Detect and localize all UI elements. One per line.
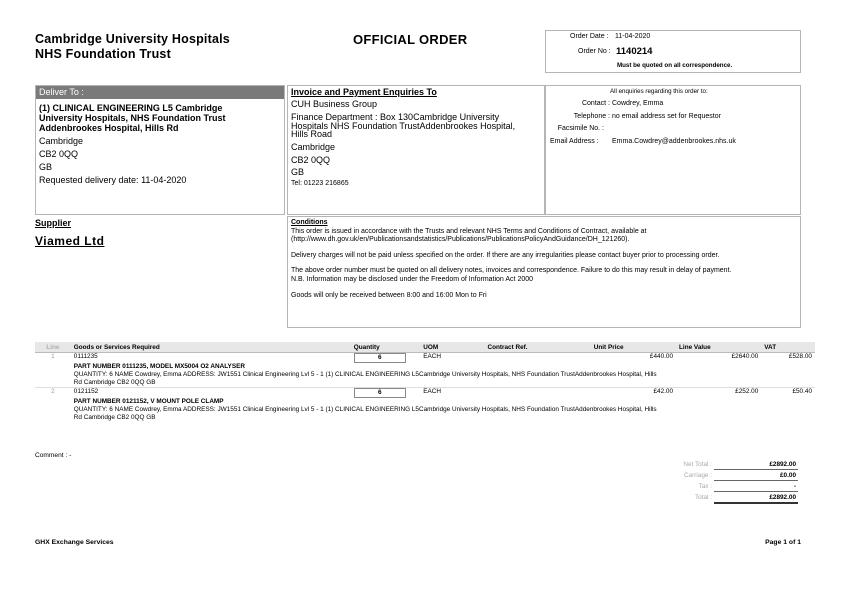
deliver-line-1: (1) CLINICAL ENGINEERING L5 Cambridge <box>39 103 223 113</box>
supplier-title: Supplier <box>35 218 72 228</box>
tax-label: Tax : <box>698 482 712 490</box>
items-table <box>35 342 815 422</box>
conditions-p1a: This order is issued in accordance with the Trusts and relevant NHS Terms and Conditions of Contract, available at <box>291 227 647 235</box>
org-name-line2: NHS Foundation Trust <box>35 47 171 61</box>
tax-row <box>660 481 798 492</box>
table-row <box>35 353 815 364</box>
page-number: Page 1 of 1 <box>765 539 801 546</box>
row-contract <box>484 353 590 364</box>
telephone-label: Telephone : <box>573 113 610 120</box>
conditions-p1b: (http://www.dh.gov.uk/en/Publicationsandstatistics/Publications/PublicationsPolicyAndGuidance/DH_121260). <box>291 236 630 244</box>
conditions-title: Conditions <box>291 219 328 226</box>
row-description: QUANTITY: 6 NAME Cowdrey, Emma ADDRESS: JW1551 Clinical Engineering Lvl 5 - 1 (1) CLINICAL ENGINEERING L5Cambridge University Hospitals, NHS Foundation TrustAddenbrookes Hospital, Hills <box>73 406 657 413</box>
email-value: Emma.Cowdrey@addenbrookes.nhs.uk <box>612 138 736 145</box>
table-row <box>35 388 815 399</box>
conditions-p3b: N.B. Information may be disclosed under the Freedom of Information Act 2000 <box>291 275 534 283</box>
contact-label: Contact : <box>581 100 610 107</box>
net-total-value: £2892.00 <box>714 459 798 470</box>
org-name-line1: Cambridge University Hospitals <box>35 32 230 46</box>
deliver-line-2: University Hospitals, NHS Foundation Trust <box>39 113 226 123</box>
tax-value: - <box>714 481 798 492</box>
carriage-label: Carriage : <box>683 471 712 479</box>
deliver-line-3: Addenbrookes Hospital, Hills Rd <box>39 123 179 133</box>
invoice-title: Invoice and Payment Enquiries To <box>291 87 437 97</box>
row-vat: £50.40 <box>792 388 812 395</box>
invoice-box <box>287 85 545 215</box>
order-date-label: Order Date : <box>570 33 609 40</box>
totals-table <box>660 459 798 504</box>
comment: Comment : - <box>35 452 72 459</box>
order-date-value: 11-04-2020 <box>615 33 651 40</box>
row-code: 0111235 <box>73 353 98 360</box>
row-code: 0121152 <box>73 388 99 395</box>
enquiries-note: All enquiries regarding this order to: <box>610 88 708 95</box>
quote-note: Must be quoted on all correspondence. <box>617 62 733 69</box>
row-description-cont: Rd Cambridge CB2 0QQ GB <box>73 379 156 386</box>
invoice-company: CUH Business Group <box>291 99 378 109</box>
header-line: Line <box>35 342 71 353</box>
row-line: 2 <box>51 388 55 395</box>
fax-label: Facsimile No. : <box>557 125 604 132</box>
row-quantity: 6 <box>354 353 406 363</box>
row-line: 1 <box>51 353 55 360</box>
requested-delivery-date: Requested delivery date: 11-04-2020 <box>39 175 187 185</box>
invoice-city: Cambridge <box>291 141 336 152</box>
header-goods: Goods or Services Required <box>71 342 351 353</box>
deliver-to-box <box>35 85 285 215</box>
table-row-detail <box>35 363 815 388</box>
document-title: OFFICIAL ORDER <box>353 32 468 47</box>
row-unit-price: £42.00 <box>653 388 674 395</box>
conditions-p4: Goods will only be received between 8:00 and 16:00 Mon to Fri <box>291 291 487 299</box>
carriage-value: £0.00 <box>714 470 798 481</box>
row-contract <box>484 388 590 399</box>
deliver-line-5: CB2 0QQ <box>39 149 79 159</box>
row-vat: £528.00 <box>788 353 812 360</box>
total-value: £2892.00 <box>714 492 798 504</box>
invoice-line-2: Hospitals NHS Foundation TrustAddenbrookes Hospital, <box>291 120 516 131</box>
contact-value: Cowdrey, Emma <box>612 100 664 107</box>
row-unit-price: £440.00 <box>649 353 674 360</box>
conditions-p2: Delivery charges will not be paid unless specified on the order. If there are any irregularities please contact buyer prior to processing order. <box>291 251 720 259</box>
header-line-value: Line Value <box>676 342 761 353</box>
header-unit-price: Unit Price <box>591 342 676 353</box>
header-quantity: Quantity <box>351 342 420 353</box>
supplier-name: Viamed Ltd <box>35 234 105 248</box>
deliver-to-title: Deliver To : <box>36 86 284 99</box>
row-line-value: £2640.00 <box>731 353 759 360</box>
row-part-number: PART NUMBER 0121152, V MOUNT POLE CLAMP <box>73 398 224 405</box>
invoice-tel: Tel: 01223 216865 <box>291 179 349 187</box>
net-total-label: Net Total : <box>683 460 712 468</box>
row-line-value: £252.00 <box>735 388 759 395</box>
row-uom: EACH <box>423 388 442 395</box>
row-description: QUANTITY: 6 NAME Cowdrey, Emma ADDRESS: JW1551 Clinical Engineering Lvl 5 - 1 (1) CLINICAL ENGINEERING L5Cambridge University Hospitals, NHS Foundation TrustAddenbrookes Hospital, Hills <box>73 371 657 378</box>
header-contract: Contract Ref. <box>484 342 590 353</box>
net-total-row <box>660 459 798 470</box>
header-vat: VAT <box>761 342 815 353</box>
invoice-postcode: CB2 0QQ <box>291 154 331 165</box>
deliver-line-6: GB <box>39 162 53 172</box>
deliver-line-4: Cambridge <box>39 136 84 146</box>
invoice-line-1: Finance Department : Box 130Cambridge University <box>291 112 500 122</box>
conditions-box <box>287 216 801 328</box>
header-uom: UOM <box>420 342 484 353</box>
invoice-country: GB <box>291 166 305 177</box>
invoice-line-3: Hills Road <box>291 129 333 139</box>
telephone-value: no email address set for Requestor <box>612 113 721 120</box>
order-no-label: Order No : <box>578 48 611 55</box>
total-row <box>660 492 798 504</box>
table-row-detail <box>35 398 815 422</box>
order-no-value: 1140214 <box>616 46 653 57</box>
carriage-row <box>660 470 798 481</box>
conditions-p3a: The above order number must be quoted on all delivery notes, invoices and correspondence. Failure to do this may result in delay of payment. <box>291 267 732 275</box>
row-uom: EACH <box>423 353 442 360</box>
footer-left: GHX Exchange Services <box>35 539 114 546</box>
total-label: Total : <box>694 493 712 501</box>
table-header-row <box>35 342 815 353</box>
row-description-cont: Rd Cambridge CB2 0QQ GB <box>73 414 156 421</box>
row-quantity: 6 <box>354 388 406 398</box>
email-label: Email Address : <box>550 138 599 145</box>
row-part-number: PART NUMBER 0111235, MODEL MX5004 O2 ANALYSER <box>73 363 245 370</box>
